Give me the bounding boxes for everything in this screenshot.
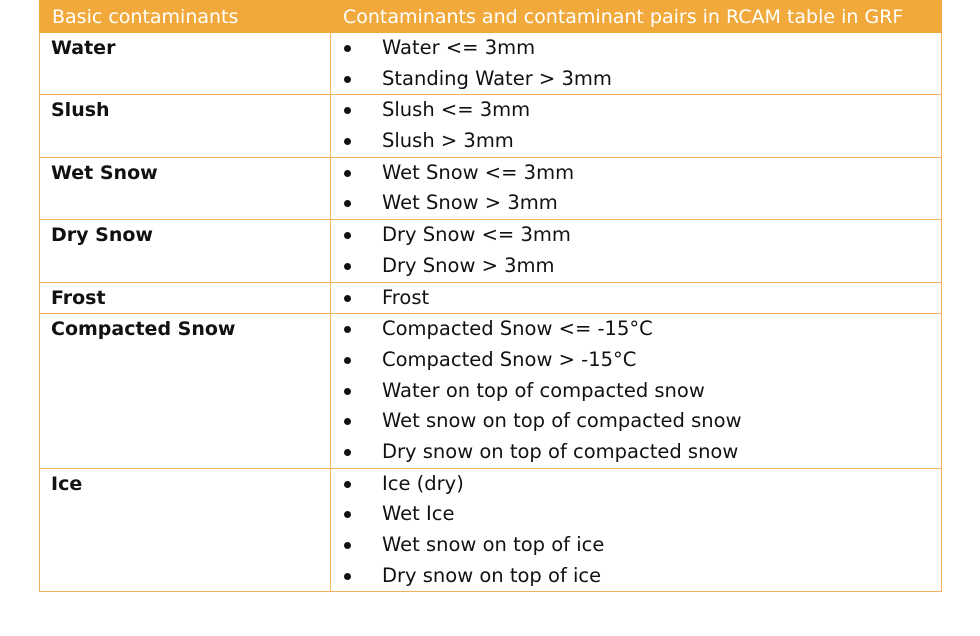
header-row — [40, 1, 942, 33]
table-row — [40, 95, 942, 157]
bullet-icon — [344, 170, 351, 177]
contaminant-list-cell — [331, 314, 942, 468]
list-item-text: Frost — [382, 285, 430, 309]
basic-contaminant-cell: Dry Snow — [40, 220, 331, 282]
list-item — [331, 188, 941, 219]
bullet-icon — [344, 263, 351, 270]
list-item — [331, 406, 941, 437]
table-row — [40, 33, 942, 95]
list-item-text: Wet snow on top of compacted snow — [382, 409, 742, 433]
table-row — [40, 468, 942, 592]
list-item — [331, 561, 941, 592]
list-item-text: Standing Water > 3mm — [382, 66, 612, 90]
list-item-text: Dry Snow <= 3mm — [382, 223, 571, 247]
list-item — [331, 345, 941, 376]
basic-contaminant-cell: Frost — [40, 282, 331, 314]
list-item-text: Wet Ice — [382, 502, 455, 526]
contaminant-list-cell — [331, 282, 942, 314]
bullet-icon — [344, 200, 351, 207]
header-basic-contaminants: Basic contaminants — [40, 1, 331, 33]
list-item — [331, 499, 941, 530]
list-item — [331, 283, 941, 314]
list-item — [331, 251, 941, 282]
list-item — [331, 437, 941, 468]
basic-contaminant-cell: Slush — [40, 95, 331, 157]
list-item-text: Dry snow on top of compacted snow — [382, 439, 739, 463]
list-item-text: Slush > 3mm — [382, 129, 514, 153]
bullet-icon — [344, 573, 351, 580]
list-item — [331, 64, 941, 95]
bullet-icon — [344, 481, 351, 488]
bullet-icon — [344, 138, 351, 145]
basic-contaminant-cell: Ice — [40, 468, 331, 592]
list-item-text: Dry Snow > 3mm — [382, 253, 555, 277]
contaminant-list-cell — [331, 33, 942, 95]
list-item — [331, 126, 941, 157]
bullet-icon — [344, 511, 351, 518]
list-item-text: Water <= 3mm — [382, 36, 536, 59]
contaminant-list — [331, 95, 941, 156]
contaminants-table — [39, 0, 942, 592]
bullet-icon — [344, 107, 351, 114]
list-item-text: Wet snow on top of ice — [382, 533, 605, 556]
basic-contaminant-cell: Water — [40, 33, 331, 95]
contaminant-list — [331, 158, 941, 219]
list-item-text: Ice (dry) — [382, 471, 464, 495]
bullet-icon — [344, 45, 351, 52]
list-item — [331, 220, 941, 251]
list-item-text: Dry snow on top of ice — [382, 563, 602, 587]
list-item — [331, 530, 941, 561]
list-item-text: Slush <= 3mm — [382, 98, 531, 122]
contaminant-list — [331, 220, 941, 281]
bullet-icon — [344, 388, 351, 395]
list-item-text: Water on top of compacted snow — [382, 378, 705, 402]
bullet-icon — [344, 326, 351, 333]
bullet-icon — [344, 357, 351, 364]
list-item-text: Compacted Snow <= -15°C — [382, 317, 653, 341]
table-body — [40, 33, 942, 592]
basic-contaminant-cell: Compacted Snow — [40, 314, 331, 468]
list-item-text: Wet Snow <= 3mm — [382, 160, 575, 184]
contaminant-list-cell — [331, 157, 942, 219]
bullet-icon — [344, 295, 351, 302]
contaminant-list — [331, 314, 941, 467]
contaminant-list-cell — [331, 220, 942, 282]
list-item — [331, 469, 941, 500]
bullet-icon — [344, 232, 351, 239]
list-item — [331, 376, 941, 407]
contaminant-list — [331, 469, 941, 592]
contaminant-list-cell — [331, 95, 942, 157]
list-item — [331, 33, 941, 64]
table-header — [40, 1, 942, 33]
bullet-icon — [344, 449, 351, 456]
list-item-text: Compacted Snow > -15°C — [382, 347, 637, 371]
table-row — [40, 314, 942, 468]
list-item-text: Wet Snow > 3mm — [382, 191, 558, 215]
list-item — [331, 158, 941, 189]
bullet-icon — [344, 418, 351, 425]
basic-contaminant-cell: Wet Snow — [40, 157, 331, 219]
list-item — [331, 314, 941, 345]
header-rcam-contaminants: Contaminants and contaminant pairs in RCAM table in GRF — [331, 1, 942, 33]
list-item — [331, 95, 941, 126]
bullet-icon — [344, 76, 351, 83]
table-row — [40, 157, 942, 219]
contaminant-list-cell — [331, 468, 942, 592]
table-row — [40, 220, 942, 282]
table-row — [40, 282, 942, 314]
contaminant-list — [331, 33, 941, 94]
bullet-icon — [344, 542, 351, 549]
contaminant-list — [331, 283, 941, 314]
